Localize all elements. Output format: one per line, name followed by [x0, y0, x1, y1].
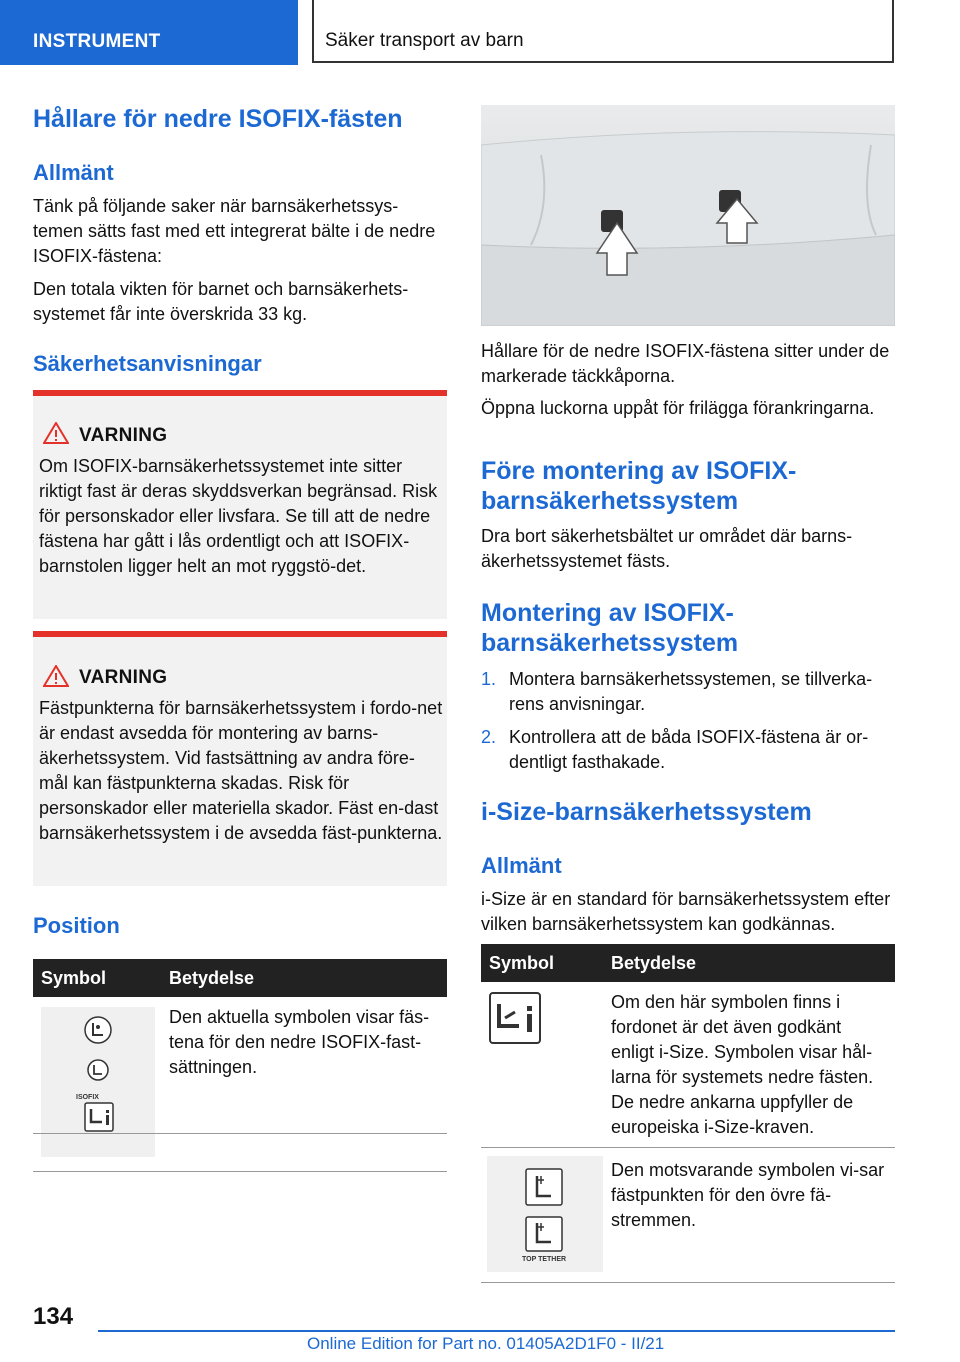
- section-tab: INSTRUMENT: [0, 0, 298, 65]
- table-divider: [481, 1282, 895, 1283]
- warning-title-2: VARNING: [79, 667, 168, 688]
- before-mount-heading: Före montering av ISOFIX-barnsäkerhetssystem: [481, 457, 797, 515]
- table-header-symbol: Symbol: [33, 959, 161, 997]
- table-header-meaning: Betydelse: [603, 944, 895, 982]
- step-text: Kontrollera att de båda ISOFIX-fästena är or-dentligt fasthakade.: [509, 727, 869, 772]
- page-title: Hållare för nedre ISOFIX-fästen: [33, 105, 403, 133]
- meaning-cell-2: Den motsvarande symbolen vi-sar fästpunkten för den övre fä-stremmen.: [611, 1160, 885, 1230]
- footer-edition: Online Edition for Part no. 01405A2D1F0 - II/21: [307, 1334, 665, 1353]
- symbol-cell: [481, 982, 603, 1150]
- warning-title-1: VARNING: [79, 425, 168, 446]
- before-mount-text: Dra bort säkerhetsbältet ur området där barns-äkerhetssystemet fästs.: [481, 526, 853, 571]
- warning-text-2: Fästpunkterna för barnsäkerhetssystem i fordo-net är endast avsedda för montering av barns-äkerhetssystem. Vid fastsättning av andra före-mål kan fästpunkterna skadas. Risk för personskador eller materiella skador. Fäst en-dast barnsäkerhetssystem i de avsedda fäst-punkterna.: [39, 698, 443, 843]
- isize-general-heading: Allmänt: [481, 853, 562, 878]
- chapter-title: Säker transport av barn: [312, 0, 894, 63]
- symbol-group: [41, 1007, 155, 1157]
- footer-rule: [98, 1330, 895, 1332]
- top-tether-icon: [525, 1168, 563, 1206]
- mount-steps: [481, 667, 895, 779]
- step-number: 2.: [481, 727, 497, 747]
- warning-box-2: [33, 631, 447, 886]
- symbol-table-isize: [481, 944, 895, 1150]
- isize-seat-icon: [84, 1102, 114, 1132]
- general-heading: Allmänt: [33, 160, 114, 185]
- isofix-seat-labeled-icon: [83, 1059, 113, 1085]
- warning-box-1: [33, 390, 447, 619]
- isize-seat-icon: [489, 992, 541, 1044]
- symbol-table-isofix: [33, 959, 447, 1172]
- table-header-symbol: Symbol: [481, 944, 603, 982]
- general-paragraph-2: Den totala vikten för barnet och barnsäkerhets-systemet får inte överskrida 33 kg.: [33, 279, 409, 324]
- top-tether-labeled-icon: [525, 1216, 563, 1252]
- seat-illustration: [481, 105, 895, 326]
- top-tether-symbol-group: [487, 1156, 603, 1272]
- photo-caption-1: Hållare för de nedre ISOFIX-fästena sitter under de markerade täckkåporna.: [481, 341, 890, 386]
- top-tether-label: TOP TETHER: [522, 1256, 567, 1263]
- list-item: [481, 725, 895, 775]
- isize-heading: i-Size-barnsäkerhetssystem: [481, 798, 812, 826]
- general-paragraph-1: Tänk på följande saker när barnsäkerhetssys-temen sätts fast med ett integrerat bälte i de nedre ISOFIX-fästena:: [33, 196, 436, 266]
- seat-photo: [481, 105, 895, 326]
- isofix-seat-icon: [83, 1015, 113, 1045]
- list-item: [481, 667, 895, 717]
- meaning-cell: Om den här symbolen finns i fordonet är det även godkänt enligt i-Size. Symbolen visar hål-larna för systemets nedre fästen. De nedre ankarna uppfyller de europeiska i-Size-kraven.: [611, 992, 874, 1137]
- mount-heading: Montering av ISOFIX-barnsäkerhetssystem: [481, 599, 739, 657]
- warning-triangle-icon: [43, 665, 69, 687]
- table-header-meaning: Betydelse: [161, 959, 447, 997]
- symbol-cell: [33, 997, 161, 1171]
- page-number: 134: [33, 1303, 74, 1330]
- step-number: 1.: [481, 669, 497, 689]
- safety-heading: Säkerhetsanvisningar: [33, 351, 262, 376]
- isofix-label: ISOFIX: [76, 1094, 99, 1101]
- step-text: Montera barnsäkerhetssystemen, se tillverka-rens anvisningar.: [509, 669, 873, 714]
- meaning-cell: Den aktuella symbolen visar fäs-tena för den nedre ISOFIX-fast-sättningen.: [169, 1007, 430, 1077]
- position-heading: Position: [33, 913, 120, 938]
- isize-text: i-Size är en standard för barnsäkerhetssystem efter vilken barnsäkerhetssystem kan godkännas.: [481, 889, 891, 934]
- table-row: [481, 982, 895, 1150]
- table-row: [33, 997, 447, 1171]
- warning-triangle-icon: [43, 422, 69, 444]
- warning-text-1: Om ISOFIX-barnsäkerhetssystemet inte sitter riktigt fast är deras skyddsverkan begränsad. Risk för personskador eller livsfara. Se till att de nedre fästena har gått i lås ordentligt och att ISOFIX-barnstolen ligger helt an mot ryggstö-det.: [39, 456, 438, 576]
- table-divider: [33, 1133, 447, 1134]
- table-divider: [481, 1147, 895, 1148]
- photo-caption-2: Öppna luckorna uppåt för frilägga förankringarna.: [481, 398, 875, 418]
